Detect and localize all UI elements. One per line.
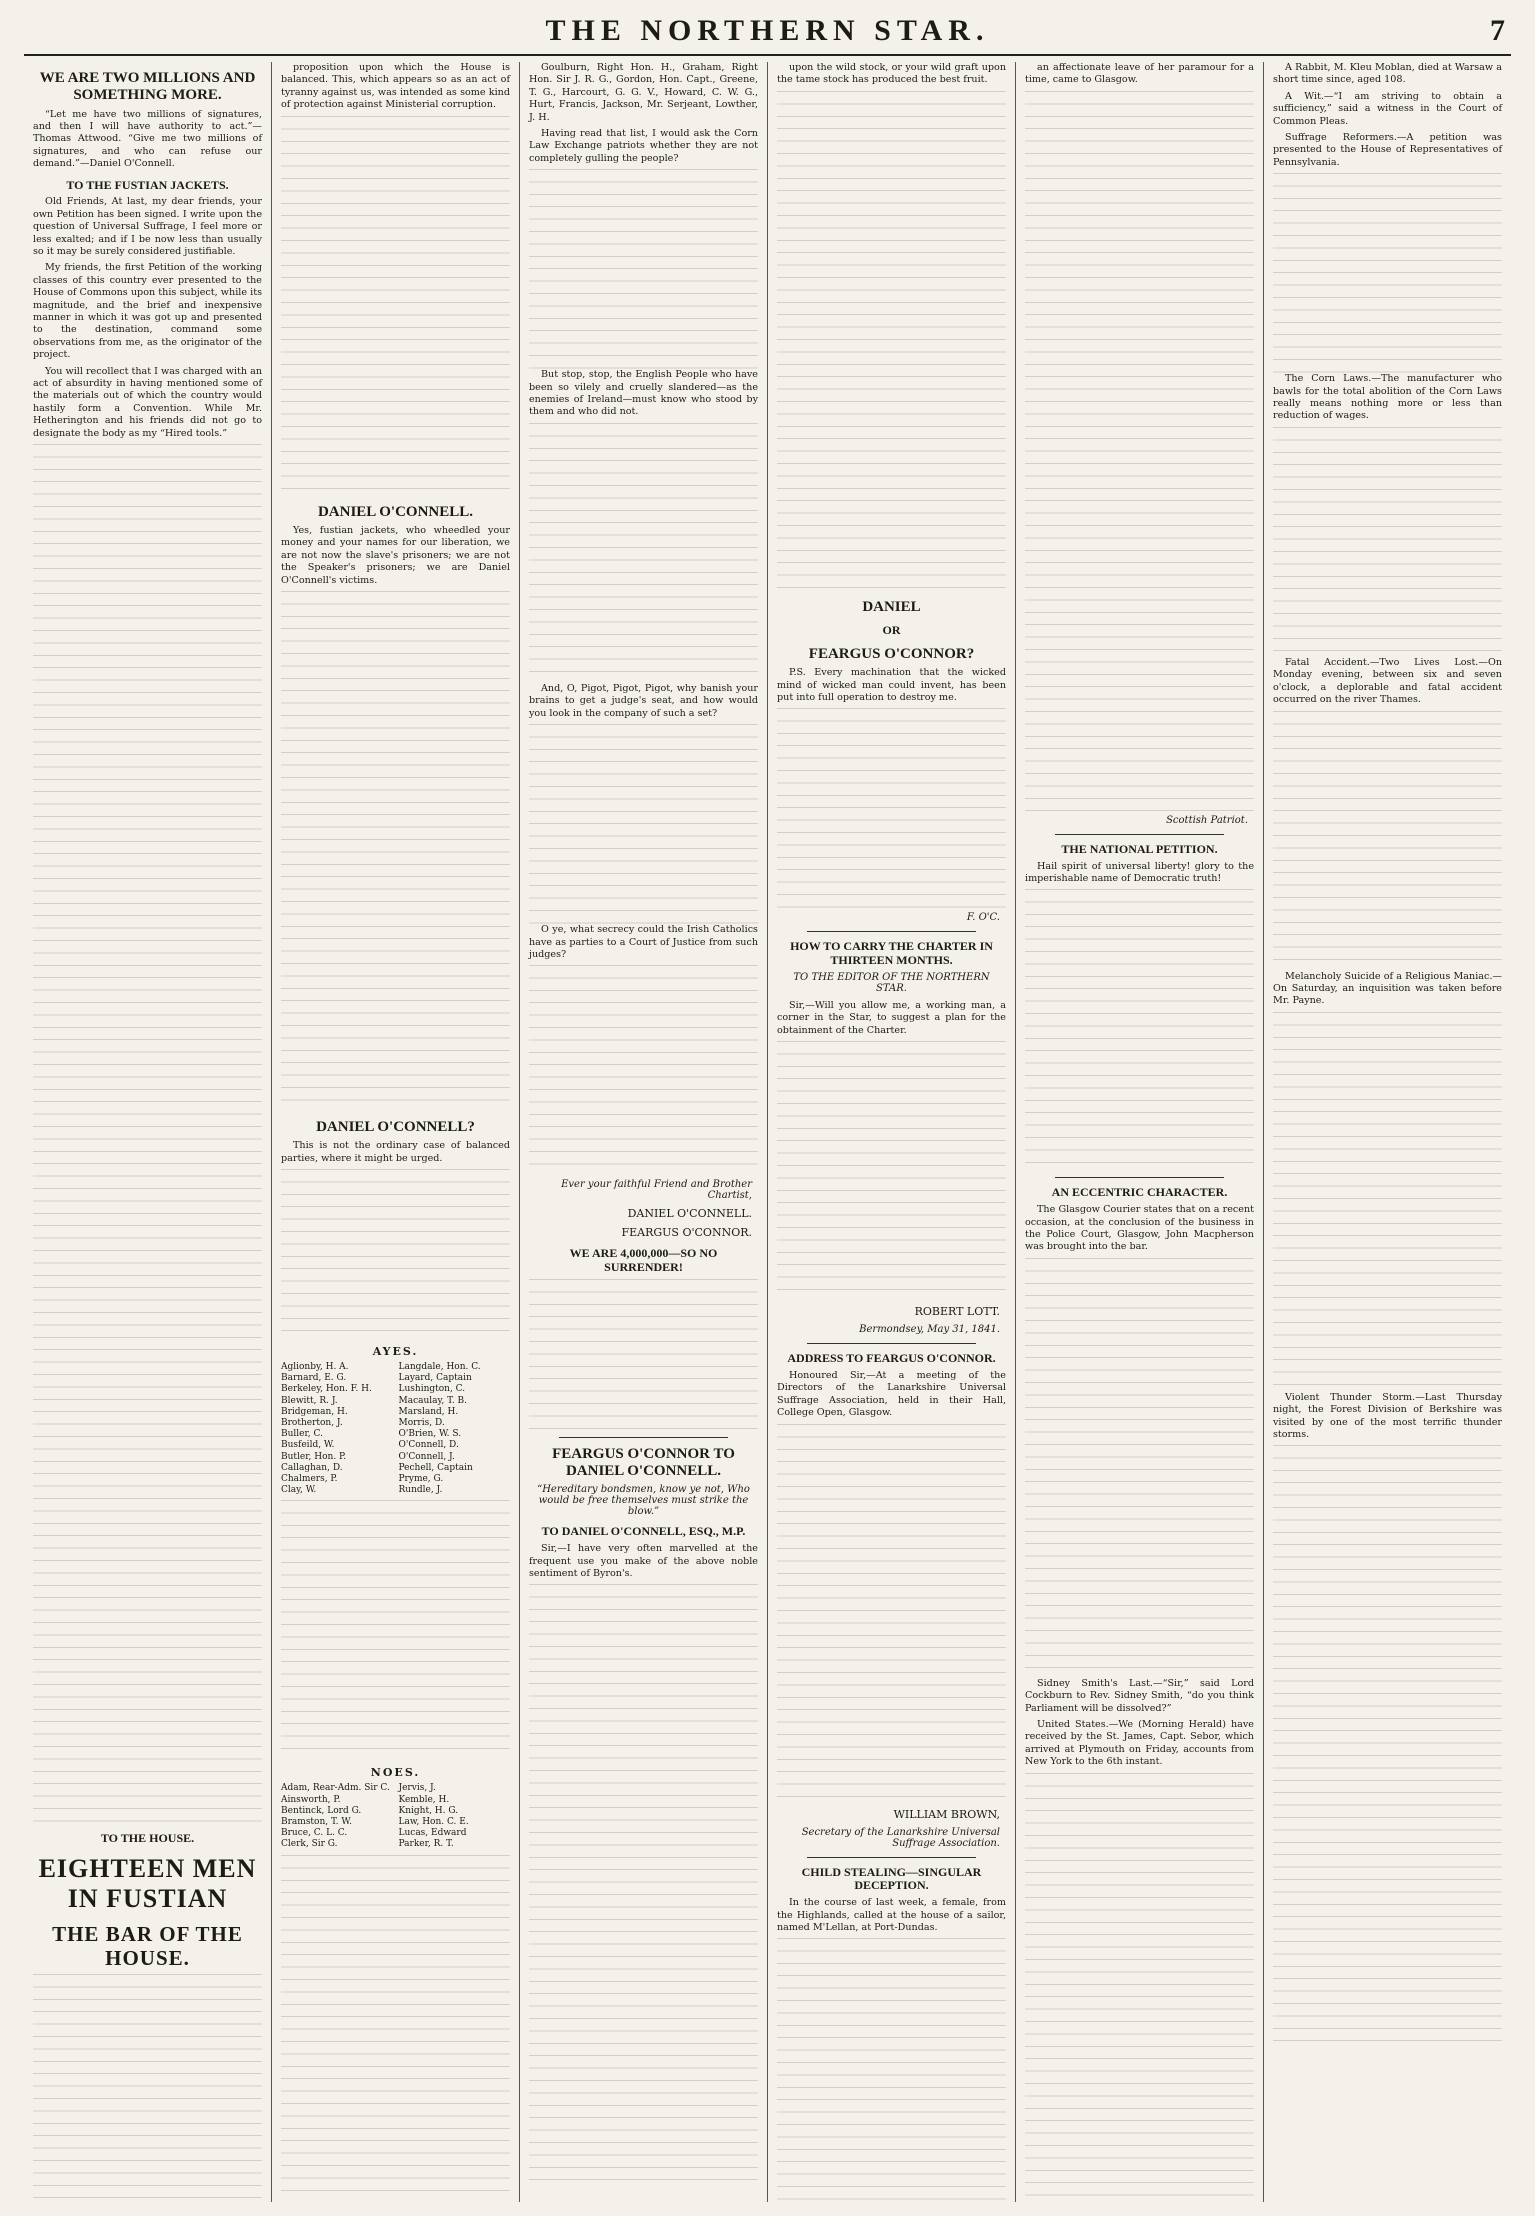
- member-name: Pryme, G.: [398, 1474, 444, 1484]
- headline-daniel-oconnell: DANIEL O'CONNELL.: [317, 503, 474, 520]
- headline-bar-of-house: THE BAR OF THE HOUSE.: [52, 1921, 243, 1970]
- text-lines: [529, 1279, 758, 1429]
- signature-william-brown: WILLIAM BROWN,: [893, 1807, 1000, 1821]
- paragraph: A Wit.—“I am striving to obtain a sufficiency,” said a witness in the Court of Common Pleas.: [1273, 90, 1502, 127]
- headline-eighteen-men: EIGHTEEN MEN IN FUSTIAN: [38, 1853, 257, 1913]
- noes-left-column: [281, 1783, 393, 1850]
- text-lines: [1025, 889, 1254, 1169]
- signature-robert-lott: ROBERT LOTT.: [914, 1305, 1000, 1319]
- ayes-list: [281, 1362, 510, 1496]
- member-name: Parker, R. T.: [398, 1839, 454, 1850]
- column-1: [24, 62, 272, 2202]
- member-name: Layard, Captain: [398, 1373, 472, 1384]
- headline-daniel: DANIEL: [862, 598, 921, 615]
- paragraph: But stop, stop, the English People who have been so vilely and cruelly slandered—as the enemies of Ireland—must know who stood by them and who did not.: [529, 369, 758, 418]
- paragraph: O ye, what secrecy could the Irish Catholics have as parties to a Court of Justice from such judges?: [529, 924, 758, 960]
- paragraph: A Rabbit, M. Kleu Moblan, died at Warsaw a short time since, aged 108.: [1273, 62, 1502, 86]
- member-name: Butler, Hon. P.: [281, 1451, 347, 1462]
- paragraph: proposition upon which the House is balanced. This, which appears so as an act of tyranny against us, was intended as some kind of protection against Ministerial corruption.: [281, 62, 510, 111]
- rallying-statement: WE ARE 4,000,000—SO NO SURRENDER!: [569, 1246, 718, 1275]
- text-lines: [281, 1500, 510, 1760]
- text-lines: [1025, 1258, 1254, 1678]
- headline-fustian-jackets: TO THE FUSTIAN JACKETS.: [66, 177, 229, 192]
- text-lines: [281, 1169, 510, 1339]
- member-name: Bridgeman, H.: [281, 1406, 348, 1417]
- ayes-label: AYES.: [372, 1344, 419, 1358]
- member-name: Barnard, E. G.: [281, 1373, 347, 1384]
- headline-carry-charter: HOW TO CARRY THE CHARTER IN THIRTEEN MONTHS.: [790, 939, 993, 968]
- paragraph: Sidney Smith's Last.—“Sir,” said Lord Cockburn to Rev. Sidney Smith, “do you think Parliament will be dissolved?”: [1025, 1677, 1254, 1714]
- headline-child-stealing: CHILD STEALING—SINGULAR DECEPTION.: [801, 1864, 982, 1893]
- paragraph: My friends, the first Petition of the working classes of this country ever presented to the House of Commons upon this subject, while its magnitude, and the brief and inexpensive manner in which it was got up and presented to the destination, command some observations from me, as the originator of the project.: [33, 262, 262, 361]
- epigraph: “Hereditary bondsmen, know ye not, Who would be free themselves must strike the blow.”: [537, 1484, 750, 1518]
- text-lines: [281, 591, 510, 1111]
- paragraph: Suffrage Reformers.—A petition was presented to the House of Representatives of Pennsylvania.: [1273, 132, 1502, 168]
- text-lines: [529, 423, 758, 683]
- divider: [559, 1437, 728, 1438]
- member-name: Knight, H. G.: [398, 1805, 459, 1816]
- member-name: Morris, D.: [398, 1417, 445, 1428]
- member-name: Marsland, H.: [398, 1406, 459, 1417]
- text-lines: [33, 1974, 262, 2202]
- divider: [807, 931, 976, 932]
- text-lines: [777, 1424, 1006, 1804]
- text-lines: [777, 91, 1006, 591]
- text-lines: [1273, 1445, 1502, 2045]
- text-lines: [1273, 711, 1502, 971]
- text-lines: [281, 116, 510, 496]
- member-name: Lushington, C.: [398, 1384, 466, 1395]
- signature-line: Ever your faithful Friend and Brother Chartist,: [561, 1179, 752, 1202]
- paragraph: The Glasgow Courier states that on a recent occasion, at the conclusion of the business in the Police Court, Glasgow, John Macpherson was brought into the bar.: [1025, 1204, 1254, 1253]
- signature-oconnell: DANIEL O'CONNELL.: [627, 1207, 752, 1221]
- paragraph: In the course of last week, a female, from the Highlands, called at the house of a sailor, named M'Lellan, at Port-Dundas.: [777, 1897, 1006, 1933]
- paragraph: upon the wild stock, or your wild graft upon the tame stock has produced the best fruit.: [777, 62, 1006, 86]
- member-name: Pechell, Captain: [398, 1462, 473, 1473]
- noes-label: NOES.: [370, 1766, 421, 1780]
- headline-daniel-oconnell-question: DANIEL O'CONNELL?: [316, 1118, 475, 1135]
- column-6: [1264, 62, 1511, 2202]
- text-lines: [1273, 1012, 1502, 1392]
- column-3: [520, 62, 768, 2202]
- noes-list: [281, 1783, 510, 1850]
- paragraph: Fatal Accident.—Two Lives Lost.—On Monday evening, between six and seven o'clock, a deplorable and fatal accident occurred on the river Thames.: [1273, 656, 1502, 706]
- text-lines: [1273, 173, 1502, 373]
- headline-to-daniel: TO DANIEL O'CONNELL, ESQ., M.P.: [541, 1524, 746, 1539]
- paragraph: Violent Thunder Storm.—Last Thursday night, the Forest Division of Berkshire was visited by one of the most terrific thunder storms.: [1273, 1391, 1502, 1440]
- place-date: Bermondsey, May 31, 1841.: [859, 1324, 1000, 1336]
- divider: [1055, 1177, 1224, 1178]
- text-lines: [1025, 91, 1254, 811]
- paragraph: This is not the ordinary case of balanced parties, where it might be urged.: [281, 1140, 510, 1164]
- member-name: Bruce, C. L. C.: [281, 1828, 348, 1839]
- headline-to-the-house: TO THE HOUSE.: [100, 1831, 195, 1846]
- member-name: Jervis, J.: [398, 1783, 436, 1794]
- epigraph: “Let me have two millions of signatures, and then I will have authority to act.”—Thomas Attwood. “Give me two millions of signatures, and who can refuse our demand.”—Daniel O'Connell.: [33, 108, 262, 170]
- headline-two-millions: WE ARE TWO MILLIONS AND SOMETHING MORE.: [39, 70, 256, 104]
- member-name: Blewitt, R. J.: [281, 1395, 338, 1406]
- subheading-editor: TO THE EDITOR OF THE NORTHERN STAR.: [793, 971, 990, 994]
- text-lines: [529, 1584, 758, 2184]
- member-name: Callaghan, D.: [281, 1462, 343, 1473]
- paragraph: P.S. Every machination that the wicked mind of wicked man could invent, has been put into full operation to destroy me.: [777, 667, 1006, 703]
- member-name: Brotherton, J.: [281, 1417, 343, 1428]
- text-lines: [777, 1938, 1006, 2202]
- member-name: O'Connell, D.: [398, 1440, 459, 1451]
- masthead: [24, 0, 1511, 56]
- paragraph: Sir,—I have very often marvelled at the frequent use you make of the above noble sentiment of Byron's.: [529, 1543, 758, 1580]
- text-lines: [33, 444, 262, 1824]
- signature-oconnor: FEARGUS O'CONNOR.: [621, 1226, 752, 1240]
- text-lines: [1273, 427, 1502, 657]
- headline-address: ADDRESS TO FEARGUS O'CONNOR.: [787, 1351, 996, 1366]
- member-name: Macaulay, T. B.: [398, 1395, 468, 1406]
- divider: [807, 1343, 976, 1344]
- paragraph: Goulburn, Right Hon. H., Graham, Right Hon. Sir J. R. G., Gordon, Hon. Capt., Greene, T. G., Harcourt, G. G. V., Howard, C. W. G., Hurt, Francis, Jackson, Mr. Serjeant, Lowther, J. H.: [529, 62, 758, 123]
- noes-right-column: [399, 1783, 511, 1850]
- paragraph: You will recollect that I was charged with an act of absurdity in having mentioned some of the materials out of which the country would hastily form a Convention. While Mr. Hetherington and his friends did not go to designate the body as my “Hired tools.”: [33, 365, 263, 439]
- ayes-left-column: [281, 1362, 393, 1496]
- page-number: 7: [1490, 14, 1505, 47]
- ayes-right-column: [399, 1362, 511, 1496]
- source-scottish-patriot: Scottish Patriot.: [1166, 814, 1248, 826]
- paragraph: Hail spirit of universal liberty! glory to the imperishable name of Democratic truth!: [1025, 860, 1254, 885]
- member-name: Law, Hon. C. E.: [398, 1817, 469, 1828]
- paragraph: an affectionate leave of her paramour for a time, came to Glasgow.: [1025, 62, 1254, 86]
- member-name: O'Brien, W. S.: [398, 1429, 462, 1440]
- divider: [1055, 834, 1224, 835]
- text-lines: [281, 1855, 510, 2202]
- member-name: O'Connell, J.: [398, 1451, 455, 1462]
- member-name: Adam, Rear-Adm. Sir C.: [281, 1783, 390, 1794]
- divider: [807, 1857, 976, 1858]
- column-2: [272, 62, 520, 2202]
- member-name: Bramston, T. W.: [281, 1817, 352, 1828]
- paragraph: Having read that list, I would ask the Corn Law Exchange patriots whether they are not completely gulling the people?: [529, 128, 758, 164]
- paragraph: The Corn Laws.—The manufacturer who bawls for the total abolition of the Corn Laws really means nothing more or less than reduction of wages.: [1273, 373, 1502, 422]
- text-lines: [529, 965, 758, 1175]
- member-name: Berkeley, Hon. F. H.: [281, 1384, 372, 1395]
- member-name: Bentinck, Lord G.: [281, 1805, 362, 1816]
- member-name: Kemble, H.: [398, 1794, 450, 1805]
- text-lines: [1025, 1773, 1254, 2202]
- signature-foc: F. O'C.: [966, 912, 1000, 924]
- paragraph: United States.—We (Morning Herald) have received by the St. James, Capt. Sebor, which arrived at Plymouth on Friday, accounts from New York to the 6th instant.: [1025, 1719, 1254, 1768]
- column-5: [1016, 62, 1264, 2202]
- paragraph: Melancholy Suicide of a Religious Maniac.—On Saturday, an inquisition was taken before Mr. Payne.: [1273, 970, 1502, 1007]
- member-name: Lucas, Edward: [398, 1828, 467, 1839]
- member-name: Clay, W.: [281, 1485, 317, 1496]
- paragraph: And, O, Pigot, Pigot, Pigot, why banish your brains to get a judge's seat, and how would you look in the company of such a set?: [529, 682, 758, 719]
- member-name: Clerk, Sir G.: [281, 1839, 338, 1850]
- text-lines: [529, 724, 758, 924]
- headline-national-petition: THE NATIONAL PETITION.: [1061, 841, 1218, 856]
- member-name: Rundle, J.: [398, 1485, 443, 1496]
- paragraph: Honoured Sir,—At a meeting of the Directors of the Lanarkshire Universal Suffrage Association, held in their Hall, College Open, Glasgow.: [777, 1369, 1006, 1419]
- text-lines: [777, 1041, 1006, 1301]
- member-name: Aglionby, H. A.: [281, 1361, 349, 1372]
- member-name: Ainsworth, P.: [281, 1794, 341, 1805]
- text-lines: [529, 169, 758, 369]
- paragraph: Yes, fustian jackets, who wheedled your money and your names for our liberation, we are not now the slave's prisoners; we are not the Speaker's prisoners; we are Daniel O'Connell's victims.: [281, 524, 510, 586]
- member-name: Chalmers, P.: [281, 1474, 338, 1484]
- member-name: Langdale, Hon. C.: [398, 1361, 481, 1372]
- member-name: Busfeild, W.: [281, 1440, 335, 1451]
- headline-feargus-to-daniel: FEARGUS O'CONNOR TO DANIEL O'CONNELL.: [552, 1445, 735, 1480]
- headline-feargus: FEARGUS O'CONNOR?: [808, 645, 975, 662]
- newspaper-title: THE NORTHERN STAR.: [545, 14, 990, 47]
- text-lines: [777, 708, 1006, 908]
- member-name: Buller, C.: [281, 1429, 323, 1440]
- column-4: [768, 62, 1016, 2202]
- paragraph: Old Friends, At last, my dear friends, your own Petition has been signed. I write upon the question of Universal Suffrage, I feel more or less exalted; and if I be now less than usually so it may be surely considered justifiable.: [33, 196, 262, 257]
- headline-or: OR: [882, 623, 901, 638]
- signature-title: Secretary of the Lanarkshire Universal Suffrage Association.: [801, 1826, 1000, 1849]
- columns: [24, 62, 1511, 2202]
- paragraph: Sir,—Will you allow me, a working man, a corner in the Star, to suggest a plan for the obtainment of the Charter.: [777, 999, 1006, 1036]
- headline-eccentric-character: AN ECCENTRIC CHARACTER.: [1051, 1185, 1228, 1200]
